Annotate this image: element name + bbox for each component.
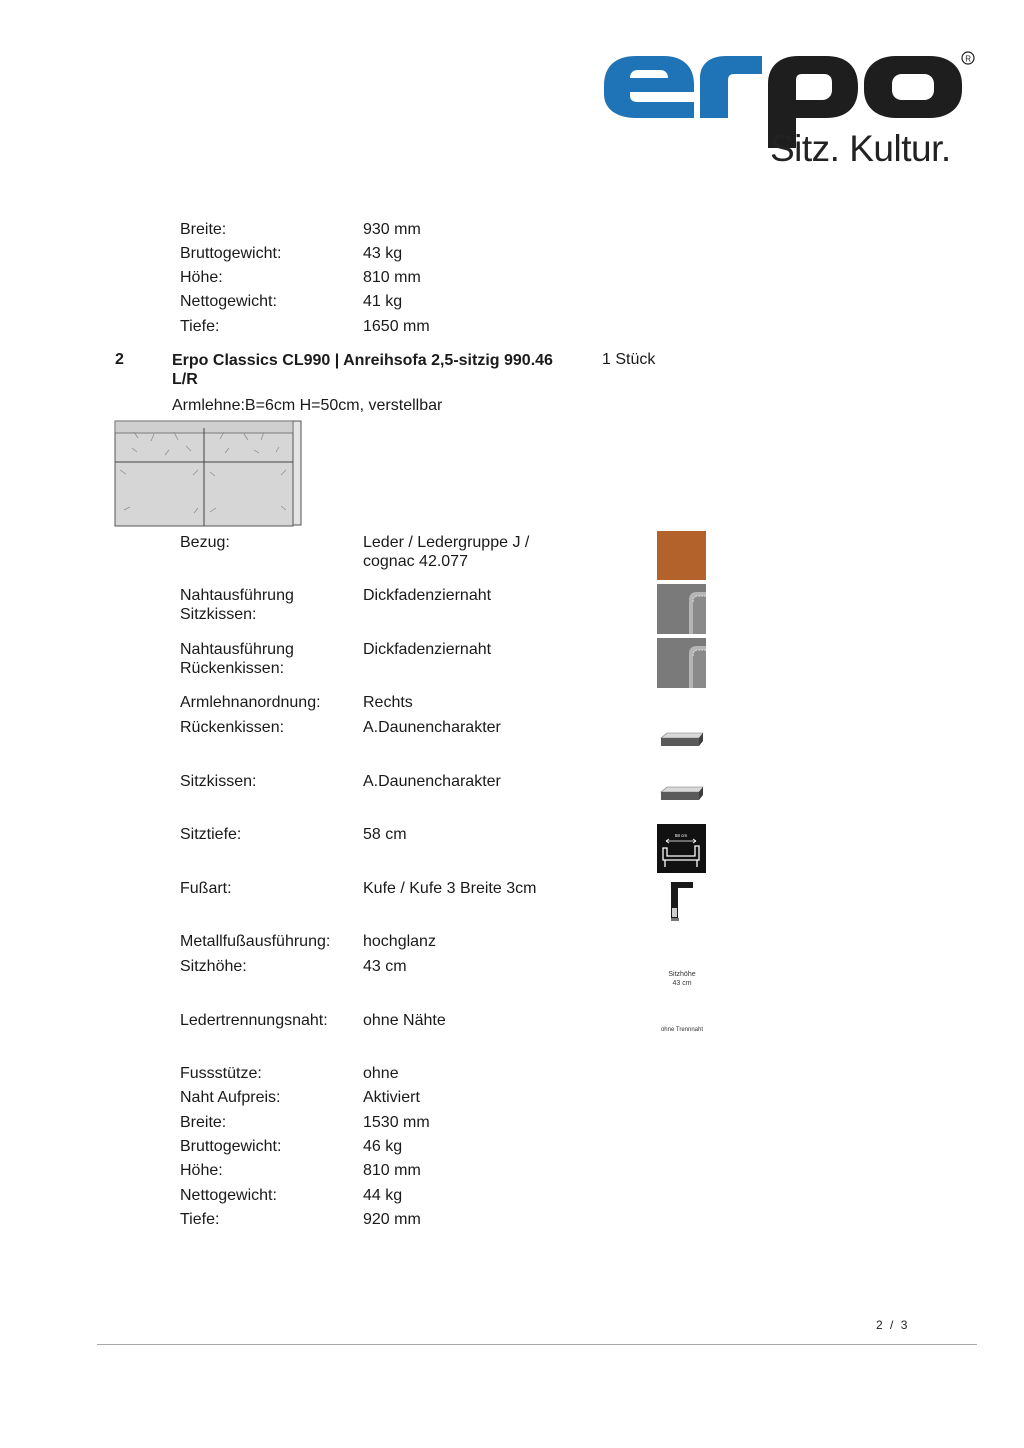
- seam-sample-icon: [657, 584, 706, 634]
- detail-value: Dickfadenziernaht: [363, 641, 492, 658]
- page-separator: /: [890, 1318, 894, 1332]
- seam-sample-icon: [657, 638, 706, 688]
- logo-tagline: Sitz. Kultur.: [770, 128, 951, 169]
- spec-value: 41 kg: [363, 293, 403, 310]
- detail-value: 46 kg: [363, 1138, 403, 1155]
- detail-label: Sitzkissen:: [180, 773, 257, 790]
- detail-label: Fussstütze:: [180, 1065, 262, 1082]
- detail-value: Leder / Ledergruppe J /: [363, 534, 530, 551]
- seat-height-value-caption: 43 cm: [672, 980, 692, 987]
- detail-value: Kufe / Kufe 3 Breite 3cm: [363, 880, 537, 897]
- detail-value: Aktiviert: [363, 1089, 420, 1106]
- sofa-top-view-image: [114, 420, 302, 528]
- current-page: 2: [876, 1318, 883, 1332]
- separation-seam-caption: ohne Trennnaht: [660, 1027, 704, 1033]
- spec-label: Tiefe:: [180, 318, 220, 335]
- item-title-line1: Erpo Classics CL990 | Anreihsofa 2,5-sitzig 990.46: [172, 352, 553, 369]
- detail-value-line2: cognac 42.077: [363, 553, 468, 570]
- detail-label: Höhe:: [180, 1162, 223, 1179]
- seat-depth-icon-label: 58 cm: [674, 833, 688, 838]
- leather-swatch-icon: [657, 531, 706, 580]
- detail-label: Sitzhöhe:: [180, 958, 247, 975]
- detail-label-line2: Sitzkissen:: [180, 606, 257, 623]
- cushion-icon: [657, 730, 706, 752]
- detail-label: Armlehnanordnung:: [180, 694, 321, 711]
- detail-label: Bezug:: [180, 534, 230, 551]
- detail-label: Tiefe:: [180, 1211, 220, 1228]
- detail-label: Breite:: [180, 1114, 227, 1131]
- total-pages: 3: [900, 1318, 908, 1332]
- spec-value: 43 kg: [363, 245, 403, 262]
- detail-value: hochglanz: [363, 933, 436, 950]
- detail-value: 43 cm: [363, 958, 407, 975]
- detail-value: 58 cm: [363, 826, 407, 843]
- seat-height-icon-label: [640, 970, 724, 988]
- item-title: [172, 351, 592, 389]
- spec-label: Bruttogewicht:: [180, 245, 282, 262]
- logo-letter-r: [700, 56, 762, 118]
- detail-value: 1530 mm: [363, 1114, 430, 1131]
- cushion-icon: [657, 784, 706, 806]
- svg-text:R: R: [965, 54, 971, 64]
- detail-label: Fußart:: [180, 880, 232, 897]
- detail-label: Nahtausführung: [180, 587, 294, 604]
- detail-value: A.Daunencharakter: [363, 719, 501, 736]
- skid-foot-icon: [657, 878, 706, 923]
- detail-label: Rückenkissen:: [180, 719, 285, 736]
- item-quantity: 1 Stück: [602, 351, 656, 368]
- seat-depth-icon: [657, 824, 706, 873]
- detail-label: Metallfußausführung:: [180, 933, 331, 950]
- detail-value: Dickfadenziernaht: [363, 587, 492, 604]
- footer-divider: [97, 1344, 977, 1345]
- spec-value: 810 mm: [363, 269, 421, 286]
- logo-letter-e: [604, 56, 694, 118]
- detail-label: Ledertrennungsnaht:: [180, 1012, 328, 1029]
- detail-value: ohne Nähte: [363, 1012, 446, 1029]
- detail-value: 810 mm: [363, 1162, 421, 1179]
- detail-label: Naht Aufpreis:: [180, 1089, 281, 1106]
- detail-label: Nettogewicht:: [180, 1187, 277, 1204]
- spec-label: Höhe:: [180, 269, 223, 286]
- item-title-line2: L/R: [172, 371, 198, 388]
- spec-label: Nettogewicht:: [180, 293, 277, 310]
- detail-label-line2: Rückenkissen:: [180, 660, 285, 677]
- detail-label: Bruttogewicht:: [180, 1138, 282, 1155]
- item-subtitle: Armlehne:B=6cm H=50cm, verstellbar: [172, 397, 443, 414]
- detail-value: 44 kg: [363, 1187, 403, 1204]
- logo-letter-o: [864, 56, 962, 118]
- detail-value: 920 mm: [363, 1211, 421, 1228]
- detail-value: A.Daunencharakter: [363, 773, 501, 790]
- item-position-number: 2: [115, 351, 124, 368]
- detail-value: ohne: [363, 1065, 399, 1082]
- spec-value: 930 mm: [363, 221, 421, 238]
- detail-label: Nahtausführung: [180, 641, 294, 658]
- spec-label: Breite:: [180, 221, 227, 238]
- page-number: [876, 1318, 907, 1332]
- detail-label: Sitztiefe:: [180, 826, 242, 843]
- detail-value: Rechts: [363, 694, 413, 711]
- spec-value: 1650 mm: [363, 318, 430, 335]
- seat-height-caption: Sitzhöhe: [668, 971, 696, 978]
